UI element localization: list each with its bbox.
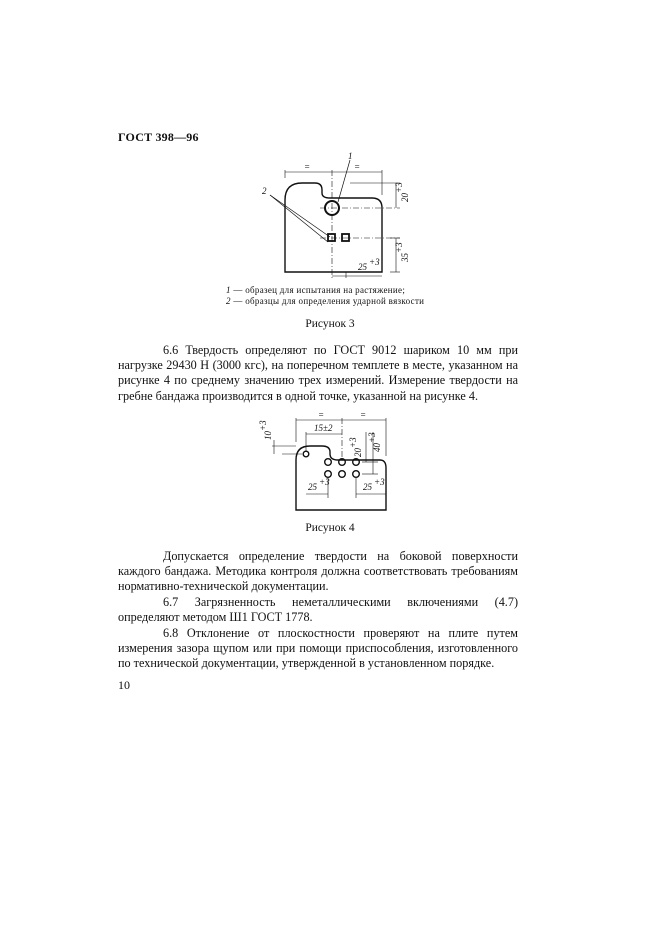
page-number: 10 — [118, 678, 130, 692]
fig4-dim-equal-left: = — [318, 410, 325, 420]
fig3-dim-equal-left: = — [304, 162, 311, 172]
figure-4-drawing — [258, 410, 392, 515]
fig3-label-2: 2 — [262, 186, 267, 196]
document-header: ГОСТ 398—96 — [118, 130, 199, 144]
fig4-dim-25-right-tol: +3 — [374, 477, 385, 487]
figure-3-caption: Рисунок 3 — [305, 318, 355, 330]
fig4-dim-25-right: 25 — [363, 482, 372, 492]
paragraph-6-7: 6.7 Загрязненность неметаллическими включениями (4.7) определяют методом Ш1 ГОСТ 1778. — [118, 595, 518, 625]
figure-3-legend — [226, 285, 424, 307]
fig4-dim-equal-right: = — [360, 410, 367, 420]
fig4-dim-40: 40 — [372, 443, 382, 452]
fig4-dim-25-left-tol: +3 — [319, 477, 330, 487]
fig4-dim-20-tol: +3 — [348, 437, 358, 448]
fig3-dim-20-tol: +3 — [394, 182, 404, 193]
fig4-dim-40-tol: +3 — [367, 432, 377, 443]
legend-item-2: 2 — образцы для определения ударной вязкости — [226, 296, 425, 306]
fig3-dim-35-tol: +3 — [394, 242, 404, 253]
paragraph-6-8: 6.8 Отклонение от плоскостности проверяют на плите путем измерения зазора щупом или при помощи приспособления, изготовленного по технической документации, утвержденной в установленном порядке. — [118, 626, 518, 671]
legend-item-1: 1 — образец для испытания на растяжение; — [226, 285, 406, 295]
paragraph-6-6: 6.6 Твердость определяют по ГОСТ 9012 шариком 10 мм при нагрузке 29430 Н (3000 кгс), на поперечном темплете в месте, указанном на рисунке 4 по среднему значению трех измерений. Измерение твердости на гребне бандажа производится в одной точке, указанной на рисунке 4. — [118, 343, 518, 403]
fig4-dim-10-tol: +3 — [258, 420, 268, 431]
fig3-dim-20: 20 — [400, 193, 410, 202]
fig4-dim-15: 15±2 — [314, 423, 333, 433]
figure-3-drawing — [250, 150, 420, 280]
paragraph-side-surface: Допускается определение твердости на боковой поверхности каждого бандажа. Методика контроля должна соответствовать требованиям нормативно-технической документации. — [118, 549, 518, 594]
fig3-dim-25-tol: +3 — [369, 257, 380, 267]
fig3-dim-equal-right: = — [354, 162, 361, 172]
fig3-dim-35: 35 — [400, 253, 410, 262]
figure-4-caption: Рисунок 4 — [305, 522, 355, 534]
fig4-dim-25-left: 25 — [308, 482, 317, 492]
fig4-dim-20: 20 — [353, 448, 363, 457]
fig3-label-1: 1 — [348, 151, 353, 161]
fig4-dim-10: 10 — [263, 431, 273, 440]
fig3-dim-25: 25 — [358, 262, 367, 272]
